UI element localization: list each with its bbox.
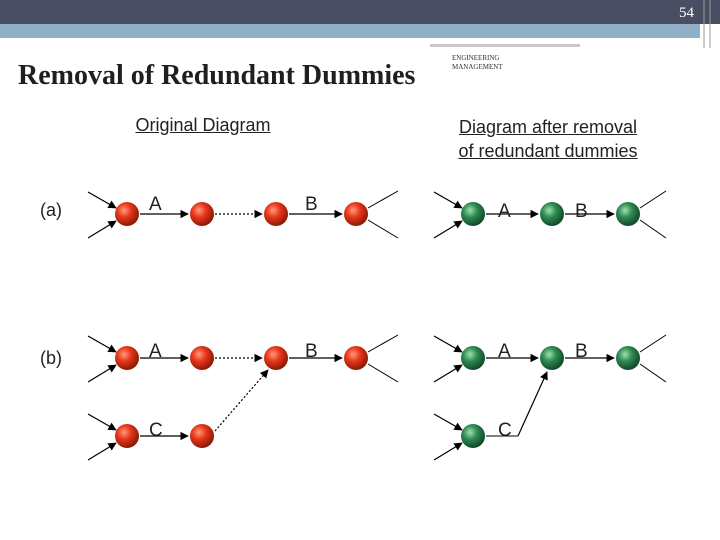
watermark-line-1: ENGINEERING — [452, 54, 500, 62]
node — [115, 424, 139, 448]
arrow — [434, 221, 462, 238]
arrow — [434, 414, 462, 430]
label-c: C — [498, 420, 512, 441]
node — [264, 202, 288, 226]
heading-original: Original Diagram — [135, 115, 271, 135]
diagram-b-original — [88, 335, 398, 460]
outgoing-line — [368, 220, 398, 238]
outgoing-line — [368, 364, 398, 382]
arrow — [434, 443, 462, 460]
diagram-a-original — [88, 191, 398, 238]
node — [115, 346, 139, 370]
row-label-b: (b) — [40, 348, 62, 368]
label-b: B — [305, 341, 318, 362]
activity-arrow-c — [518, 372, 547, 436]
label-a: A — [149, 341, 162, 362]
label-a: A — [498, 201, 511, 222]
node — [264, 346, 288, 370]
label-b: B — [305, 194, 318, 215]
outgoing-line — [368, 191, 398, 208]
arrow — [434, 365, 462, 382]
outgoing-line — [368, 335, 398, 352]
arrow — [88, 365, 116, 382]
node — [540, 346, 564, 370]
node — [461, 424, 485, 448]
arrow — [434, 336, 462, 352]
arrow — [434, 192, 462, 208]
node — [616, 202, 640, 226]
page-number: 54 — [679, 5, 694, 21]
heading-after-line-2: of redundant dummies — [458, 141, 638, 161]
label-c: C — [149, 420, 163, 441]
node — [616, 346, 640, 370]
page-title: Removal of Redundant Dummies — [18, 60, 416, 91]
node — [190, 424, 214, 448]
node — [344, 202, 368, 226]
node — [461, 202, 485, 226]
label-b: B — [575, 201, 588, 222]
arrow — [88, 414, 116, 430]
arrow — [88, 221, 116, 238]
outgoing-line — [640, 220, 666, 238]
label-b: B — [575, 341, 588, 362]
label-a: A — [498, 341, 511, 362]
heading-after-line-1: Diagram after removal — [458, 117, 638, 137]
diagram-b-after — [434, 335, 666, 460]
watermark-line-2: MANAGEMENT — [452, 63, 503, 71]
node — [190, 202, 214, 226]
label-a: A — [149, 194, 162, 215]
arrow — [88, 443, 116, 460]
outgoing-line — [640, 364, 666, 382]
arrow — [88, 336, 116, 352]
dummy-arrow — [215, 370, 268, 431]
arrow — [88, 192, 116, 208]
node — [190, 346, 214, 370]
node — [344, 346, 368, 370]
outgoing-line — [640, 191, 666, 208]
node — [461, 346, 485, 370]
row-label-a: (a) — [40, 200, 62, 220]
node — [115, 202, 139, 226]
outgoing-line — [640, 335, 666, 352]
node — [540, 202, 564, 226]
diagram-a-after — [434, 191, 666, 238]
